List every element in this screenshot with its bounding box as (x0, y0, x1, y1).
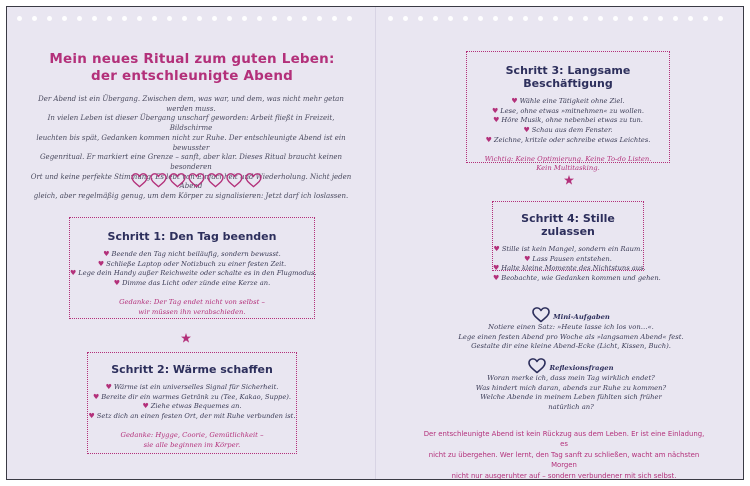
step-1-note: Gedanke: Der Tag endet nicht von selbst – wir müssen ihn verabschieden. (119, 297, 265, 316)
step-2-item: ♥ Setz dich an einen festen Ort, der mit Ruhe verbunden ist. (88, 412, 296, 421)
dot-decoration (137, 16, 142, 21)
step-2-title: Schritt 2: Wärme schaffen (111, 363, 273, 376)
dot-decoration (658, 16, 663, 21)
heart-bullet-icon: ♥ (493, 245, 500, 253)
closing-line: nicht nur ausgeruhter auf – sondern verbundener mit sich selbst. (451, 471, 677, 480)
dot-decoration (553, 16, 558, 21)
page-title (27, 51, 357, 85)
heart-bullet-icon: ♥ (493, 116, 500, 125)
dot-decoration (613, 16, 618, 21)
heart-bullet-icon: ♥ (485, 135, 492, 144)
dot-border-top-right (388, 16, 723, 21)
heart-outline-icon (226, 173, 243, 188)
dot-decoration (448, 16, 453, 21)
dot-decoration (508, 16, 513, 21)
dot-decoration (418, 16, 423, 21)
dot-decoration (77, 16, 82, 21)
intro-line: Ort und keine perfekte Stimmung. Es lebt von Einfachheit und Wiederholung. Nicht jeden Abend (30, 172, 352, 191)
step-3-item: ♥ Lese, ohne etwas »mitnehmen« zu wollen. (492, 106, 644, 115)
star-icon (181, 333, 191, 343)
step-3-item: ♥ Schau aus dem Fenster. (523, 126, 613, 135)
dot-decoration (478, 16, 483, 21)
dot-decoration (197, 16, 202, 21)
dot-decoration (227, 16, 232, 21)
dot-decoration (182, 16, 187, 21)
mini-tasks-header (456, 307, 686, 323)
step-4-item: ♥ Stille ist kein Mangel, sondern ein Raum. (493, 245, 643, 253)
mini-task-line: Notiere einen Satz: »Heute lasse ich los von…«. (488, 323, 654, 331)
dot-decoration (287, 16, 292, 21)
heart-bullet-icon: ♥ (105, 383, 112, 391)
heart-bullet-icon: ♥ (97, 259, 105, 268)
step-2-item: ♥ Wärme ist ein universelles Signal für Sicherheit. (105, 383, 279, 391)
dot-decoration (388, 16, 393, 21)
dot-decoration (152, 16, 157, 21)
intro-line: leuchten bis spät, Gedanken kommen nicht zur Ruhe. Der entschleunigte Abend ist ein bewusster (36, 133, 346, 152)
dot-decoration (167, 16, 172, 21)
intro-line: Gegenritual. Er markiert eine Grenze – sanft, aber klar. Dieses Ritual braucht keinen besonderen (39, 153, 343, 171)
dot-border-top-left (17, 16, 352, 21)
intro-line: Der Abend ist ein Übergang. Zwischen dem, was war, und dem, was nicht mehr getan werden muss. (38, 95, 344, 113)
heart-outline-icon (207, 173, 224, 188)
step-3-item: ♥ Zeichne, kritzle oder schreibe etwas Leichtes. (485, 135, 651, 144)
left-page (7, 7, 375, 479)
heart-bullet-icon: ♥ (92, 392, 100, 401)
dot-decoration (523, 16, 528, 21)
dot-decoration (703, 16, 708, 21)
step-2-item: ♥ Bereite dir ein warmes Getränk zu (Tee, Kakao, Suppe). (92, 392, 292, 401)
dot-decoration (628, 16, 633, 21)
dot-decoration (673, 16, 678, 21)
title-line-1: Mein neues Ritual zum guten Leben: (49, 51, 335, 67)
intro-line: gleich, aber regelmäßig genug, um dem Körper zu signalisieren: Jetzt darf ich loslassen. (33, 192, 349, 201)
step-1-item: ♥ Lege dein Handy außer Reichweite oder schalte es in den Flugmodus. (70, 269, 317, 278)
intro-line: In vielen Leben ist dieser Übergang unscharf geworden: Arbeit fließt in Freizeit, Bildschirme (47, 114, 335, 133)
heart-bullet-icon: ♥ (113, 279, 121, 288)
hearts-row (131, 173, 262, 188)
reflection-line: Was hindert mich daran, abends zur Ruhe zu kommen? (475, 383, 667, 392)
dot-decoration (92, 16, 97, 21)
dot-decoration (17, 16, 22, 21)
heart-bullet-icon: ♥ (492, 106, 499, 115)
step-4-box (492, 201, 661, 283)
closing-line: nicht zu übergehen. Wer lernt, den Tag sanft zu schließen, wacht am nächsten Morgen (428, 450, 700, 470)
mini-task-line: Gestalte dir eine kleine Abend-Ecke (Licht, Kissen, Buch). (471, 342, 671, 351)
heart-bullet-icon: ♥ (523, 126, 530, 135)
dot-decoration (317, 16, 322, 21)
step-1-title: Schritt 1: Den Tag beenden (107, 230, 277, 243)
heart-bullet-icon: ♥ (511, 97, 518, 105)
step-2-box (87, 352, 297, 454)
heart-outline-icon (245, 173, 262, 188)
dot-decoration (347, 16, 352, 21)
dot-decoration (598, 16, 603, 21)
step-1-item: ♥ Schließe Laptop oder Notizbuch zu einer festen Zeit. (97, 259, 287, 268)
heart-outline-icon (188, 173, 205, 188)
dot-decoration (212, 16, 217, 21)
heart-bullet-icon: ♥ (103, 250, 110, 258)
step-3-box (466, 51, 670, 173)
dot-decoration (32, 16, 37, 21)
dot-decoration (403, 16, 408, 21)
mini-tasks (456, 307, 686, 352)
dot-decoration (568, 16, 573, 21)
mini-tasks-label: Mini-Aufgaben (553, 313, 610, 322)
dot-decoration (463, 16, 468, 21)
dot-decoration (688, 16, 693, 21)
heart-bullet-icon: ♥ (88, 412, 95, 421)
step-4-item: ♥ Lass Pausen entstehen. (524, 254, 612, 263)
reflection-questions (466, 358, 676, 412)
dot-decoration (332, 16, 337, 21)
heart-bullet-icon: ♥ (70, 269, 77, 278)
dot-decoration (272, 16, 277, 21)
dot-decoration (47, 16, 52, 21)
book-spread (6, 6, 744, 480)
step-1-box (69, 217, 315, 319)
heart-bullet-icon: ♥ (493, 264, 500, 273)
closing-paragraph (419, 429, 709, 480)
dot-decoration (257, 16, 262, 21)
dot-decoration (433, 16, 438, 21)
title-line-2: der entschleunigte Abend (91, 68, 293, 84)
step-2-item: ♥ Ziehe etwas Bequemes an. (142, 402, 242, 411)
step-3-item: ♥ Höre Musik, ohne nebenbei etwas zu tun. (493, 116, 643, 125)
reflection-header (466, 358, 676, 374)
step-2-note: Gedanke: Hygge, Coorie, Gemütlichkeit – sie alle beginnen im Körper. (120, 430, 264, 449)
dot-decoration (718, 16, 723, 21)
dot-decoration (538, 16, 543, 21)
step-3-title: Schritt 3: Langsame Beschäftigung (505, 64, 631, 90)
heart-bullet-icon: ♥ (493, 274, 500, 283)
heart-bullet-icon: ♥ (524, 254, 531, 263)
closing-line: Der entschleunigte Abend ist kein Rückzug aus dem Leben. Er ist eine Einladung, es (423, 430, 705, 449)
dot-decoration (493, 16, 498, 21)
step-4-item: ♥ Halte kleine Momente des Nichtstuns aus. (493, 264, 646, 273)
dot-decoration (242, 16, 247, 21)
heart-outline-icon (532, 307, 550, 323)
mini-task-line: Lege einen festen Abend pro Woche als »langsamen Abend« fest. (458, 332, 684, 341)
step-1-item: ♥ Dimme das Licht oder zünde eine Kerze an. (113, 279, 271, 288)
heart-outline-icon (169, 173, 186, 188)
dot-decoration (62, 16, 67, 21)
reflection-line: Woran merke ich, dass mein Tag wirklich endet? (487, 374, 655, 382)
reflection-label: Reflexionsfragen (549, 364, 614, 373)
star-icon (564, 175, 574, 185)
heart-bullet-icon: ♥ (142, 402, 149, 411)
heart-outline-icon (131, 173, 148, 188)
step-1-item: ♥ Beende den Tag nicht beiläufig, sondern bewusst. (103, 250, 281, 258)
step-3-item: ♥ Wähle eine Tätigkeit ohne Ziel. (511, 97, 625, 105)
heart-outline-icon (150, 173, 167, 188)
step-4-title: Schritt 4: Stille zulassen (521, 212, 615, 238)
heart-outline-icon (528, 358, 546, 374)
step-4-item: ♥ Beobachte, wie Gedanken kommen und gehen. (493, 274, 661, 283)
reflection-line: Welche Abende in meinem Leben fühlten sich früher natürlich an? (480, 393, 662, 411)
dot-decoration (302, 16, 307, 21)
dot-decoration (107, 16, 112, 21)
dot-decoration (122, 16, 127, 21)
right-page (376, 7, 744, 479)
dot-decoration (583, 16, 588, 21)
dot-decoration (643, 16, 648, 21)
step-3-note: Wichtig: Keine Optimierung. Keine To-do Listen. Kein Multitasking. (484, 154, 652, 173)
